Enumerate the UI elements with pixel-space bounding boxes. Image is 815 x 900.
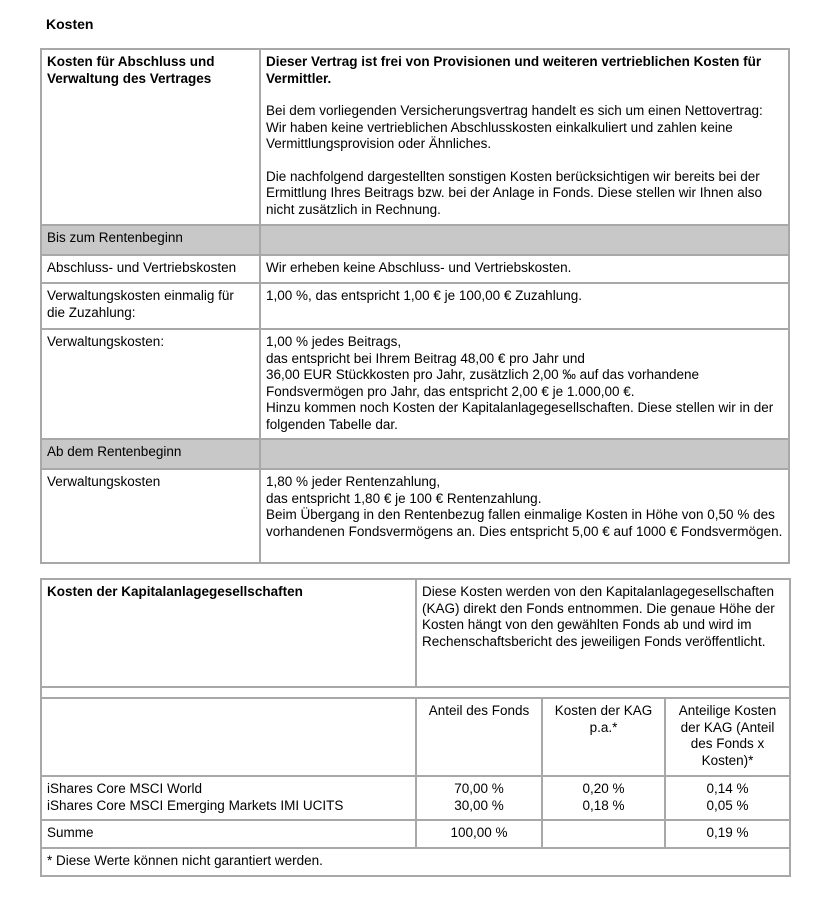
fund-costs: 0,20 % 0,18 % [542, 776, 665, 820]
table-row [41, 255, 789, 283]
row-content: 1,00 %, das entspricht 1,00 € je 100,00 € Zuzahlung. [260, 283, 789, 329]
kag-title: Kosten der Kapitalanlagegesellschaften [41, 579, 416, 687]
row-label: Kosten für Abschluss und Verwaltung des Vertrages [41, 49, 260, 225]
sum-row [41, 820, 790, 848]
row-content: 1,80 % jeder Rentenzahlung, das entspricht 1,80 € je 100 € Rentenzahlung. Beim Übergang in den Rentenbezug fallen einmalige Kosten in Höhe von 0,50 % des vorhandenen Fondsvermögens an. Dies entspricht 5,00 € auf 1000 € Fondsvermögen. [260, 469, 789, 563]
row-label: Verwaltungskosten [41, 469, 260, 563]
fund-weighted: 0,14 % 0,05 % [665, 776, 790, 820]
row-label: Verwaltungskosten: [41, 329, 260, 439]
header-share: Anteil des Fonds [416, 698, 542, 776]
fund-shares: 70,00 % 30,00 % [416, 776, 542, 820]
sum-share: 100,00 % [416, 820, 542, 848]
footnote: * Diese Werte können nicht garantiert werden. [41, 848, 790, 876]
fund-names: iShares Core MSCI World iShares Core MSCI Emerging Markets IMI UCITS [41, 776, 416, 820]
row-label: Verwaltungskosten einmalig für die Zuzahlung: [41, 283, 260, 329]
page-title: Kosten [46, 16, 94, 32]
section-label: Bis zum Rentenbeginn [41, 225, 260, 255]
footnote-row [41, 848, 790, 876]
net-contract-text: Bei dem vorliegenden Versicherungsvertrag handelt es sich um einen Nettovertrag: Wir haben keine vertrieblichen Abschlusskosten einkalkuliert und zahlen keine Vermittlungsprovision oder Ähnliches. [266, 103, 763, 151]
table-row [41, 283, 789, 329]
section-row [41, 439, 789, 469]
row-content [260, 49, 789, 225]
section-row [41, 225, 789, 255]
contract-free-notice: Dieser Vertrag ist frei von Provisionen und weiteren vertrieblichen Kosten für Vermittler. [266, 54, 762, 86]
header-weighted: Anteilige Kosten der KAG (Anteil des Fonds x Kosten)* [665, 698, 790, 776]
header-empty [41, 698, 416, 776]
table-row [41, 469, 789, 563]
kag-costs-table [40, 578, 791, 877]
other-costs-text: Die nachfolgend dargestellten sonstigen Kosten berücksichtigen wir bereits bei der Ermittlung Ihres Beitrags bzw. bei der Anlage in Fonds. Diese stellen wir Ihnen also nicht zusätzlich in Rechnung. [266, 168, 763, 217]
header-row [41, 698, 790, 776]
table-row [41, 49, 789, 225]
table-row [41, 776, 790, 820]
row-label: Abschluss- und Vertriebskosten [41, 255, 260, 283]
row-content: Wir erheben keine Abschluss- und Vertriebskosten. [260, 255, 789, 283]
sum-label: Summe [41, 820, 416, 848]
row-content: 1,00 % jedes Beitrags, das entspricht bei Ihrem Beitrag 48,00 € pro Jahr und 36,00 EUR Stückkosten pro Jahr, zusätzlich 2,00 ‰ auf das vorhandene Fondsvermögen pro Jahr, das entspricht 2,00 € je 1.000,00 €. Hinzu kommen noch Kosten der Kapitalanlagegesellschaften. Diese stellen wir in der folgenden Tabelle dar. [260, 329, 789, 439]
kag-description: Diese Kosten werden von den Kapitalanlagegesellschaften (KAG) direkt den Fonds entnommen. Die genaue Höhe der Kosten hängt von den gewählten Fonds ab und wird im Rechenschaftsbericht des jeweiligen Fonds veröffentlicht. [416, 579, 790, 687]
sum-cost [542, 820, 665, 848]
table-row [41, 329, 789, 439]
section-label: Ab dem Rentenbeginn [41, 439, 260, 469]
costs-table [40, 48, 790, 564]
table-row [41, 579, 790, 687]
sum-weighted: 0,19 % [665, 820, 790, 848]
header-cost: Kosten der KAG p.a.* [542, 698, 665, 776]
